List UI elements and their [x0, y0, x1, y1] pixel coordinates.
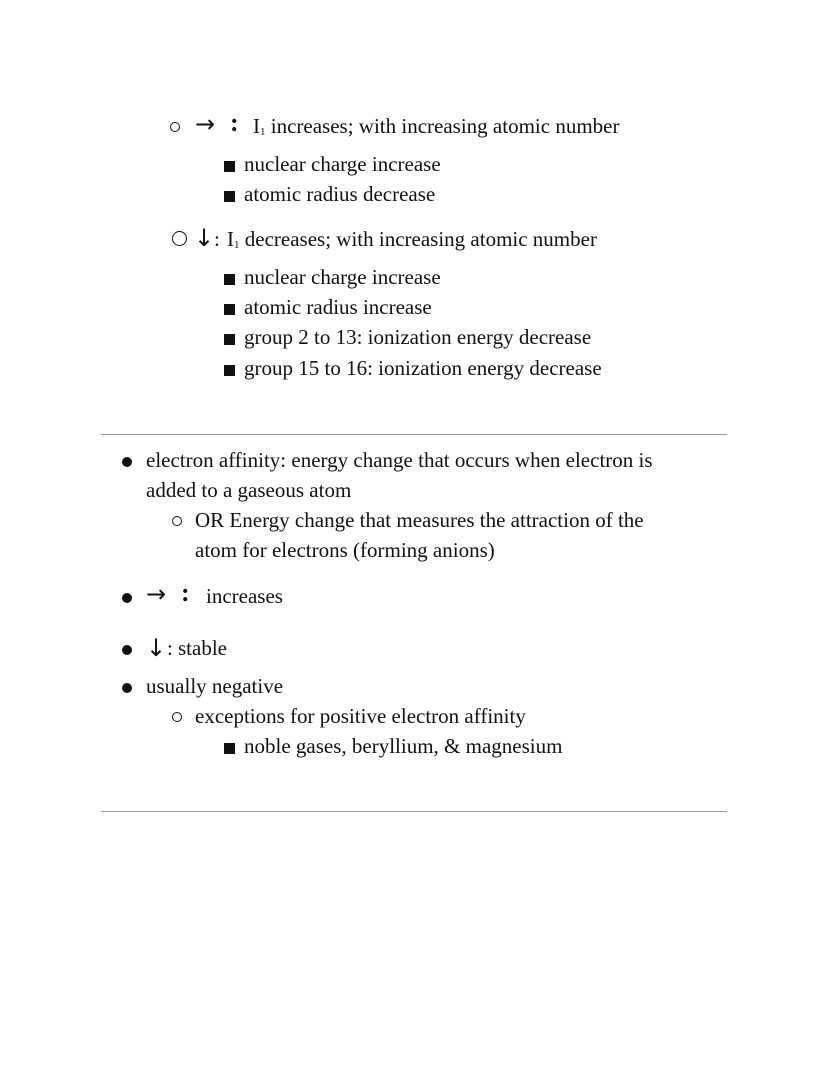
ionization-decrease-label: decreases; with increasing atomic number	[239, 227, 597, 251]
list-item-label: nuclear charge increase	[244, 152, 441, 176]
filled-circle-bullet-icon	[122, 457, 132, 467]
list-item-label: nuclear charge increase	[244, 265, 441, 289]
list-item	[0, 179, 828, 209]
arrow-colon: :	[214, 227, 220, 251]
hollow-circle-bullet-icon	[170, 122, 180, 132]
square-bullet-icon	[224, 743, 235, 754]
alt-definition	[0, 505, 828, 535]
electron-affinity-definition-cont	[0, 475, 828, 505]
ionization-subscript: 1	[234, 239, 240, 251]
exceptions	[0, 701, 828, 731]
filled-circle-bullet-icon	[122, 645, 132, 655]
square-bullet-icon	[224, 365, 235, 376]
electron-affinity-definition	[0, 445, 828, 475]
list-item	[0, 292, 828, 322]
ionization-down-row	[0, 224, 828, 256]
affinity-stable-label: stable	[178, 636, 227, 660]
alt-definition-cont	[0, 535, 828, 565]
ionization-symbol: I	[227, 227, 234, 251]
hollow-circle-bullet-icon	[172, 712, 182, 722]
square-bullet-icon	[224, 334, 235, 345]
list-item	[0, 149, 828, 179]
affinity-increases-label: increases	[206, 584, 283, 608]
list-item	[0, 262, 828, 292]
horizontal-divider	[101, 811, 727, 812]
arrow-colon: :	[167, 636, 173, 660]
horizontal-divider	[101, 434, 727, 435]
ionization-subscript: 1	[260, 126, 266, 138]
list-item	[0, 322, 828, 352]
down-arrow-icon: ↓	[146, 634, 167, 662]
square-bullet-icon	[224, 191, 235, 202]
ionization-symbol: I	[253, 114, 260, 138]
usually-negative	[0, 671, 828, 701]
list-item-label: group 2 to 13: ionization energy decrease	[244, 325, 592, 349]
square-bullet-icon	[224, 274, 235, 285]
list-item-label: atomic radius decrease	[244, 182, 436, 206]
filled-circle-bullet-icon	[122, 593, 132, 603]
right-arrow-icon: →	[146, 580, 167, 608]
right-arrow-icon: →	[195, 110, 216, 138]
list-item-label: group 15 to 16: ionization energy decrease	[244, 356, 602, 380]
arrow-colon: :	[181, 578, 190, 607]
down-arrow-icon: ↓	[194, 224, 215, 252]
ionization-right-row	[0, 108, 828, 141]
affinity-right-row	[0, 578, 828, 611]
list-item	[0, 731, 828, 761]
definition-line-1: electron affinity: energy change that occurs when electron is	[146, 448, 653, 472]
ionization-increase-text	[253, 111, 619, 147]
list-item	[0, 353, 828, 383]
square-bullet-icon	[224, 304, 235, 315]
affinity-down-row	[0, 633, 828, 665]
definition-line-2: added to a gaseous atom	[146, 478, 352, 502]
square-bullet-icon	[224, 161, 235, 172]
alt-definition-line-1: OR Energy change that measures the attraction of the	[195, 508, 644, 532]
arrow-colon: :	[230, 108, 239, 137]
alt-definition-line-2: atom for electrons (forming anions)	[195, 538, 495, 562]
ionization-decrease-text	[227, 224, 597, 260]
list-item-label: atomic radius increase	[244, 295, 432, 319]
exception-items-label: noble gases, beryllium, & magnesium	[244, 734, 563, 758]
hollow-circle-bullet-icon	[172, 231, 187, 246]
usually-negative-label: usually negative	[146, 674, 284, 698]
exceptions-label: exceptions for positive electron affinity	[195, 704, 526, 728]
hollow-circle-bullet-icon	[172, 516, 182, 526]
ionization-increase-label: increases; with increasing atomic number	[265, 114, 620, 138]
filled-circle-bullet-icon	[122, 683, 132, 693]
